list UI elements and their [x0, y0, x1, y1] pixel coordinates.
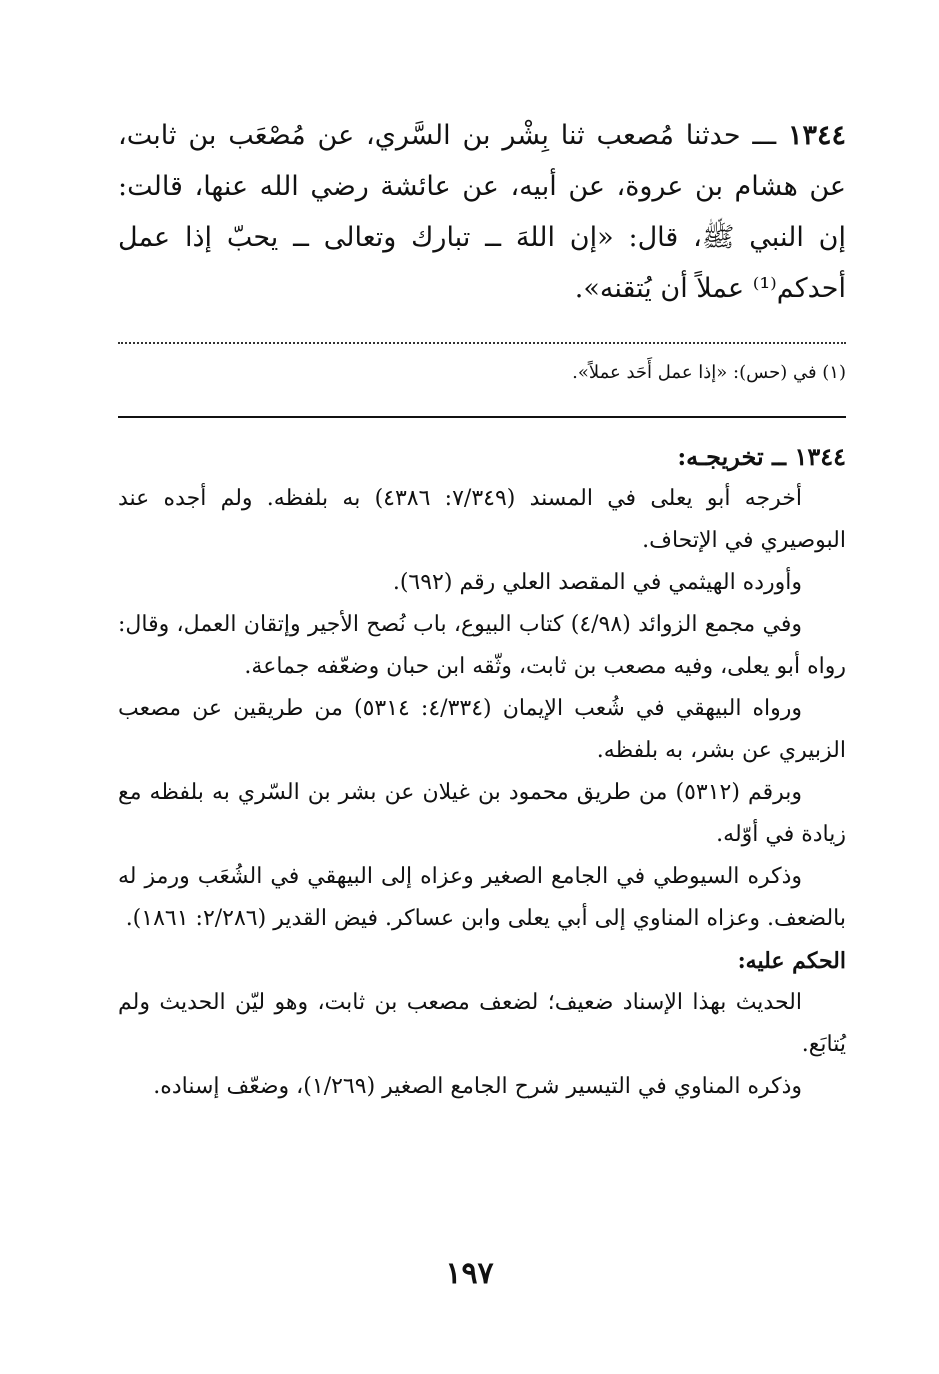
takhrij-paragraph: وفي مجمع الزوائد (٤/٩٨) كتاب البيوع، باب نُصح الأجير وإتقان العمل، وقال: رواه أبو يعلى، وفيه مصعب بن ثابت، وثّقه ابن حبان وضعّفه جماعة.: [118, 612, 846, 679]
page-content: [118, 110, 846, 1108]
takhrij-paragraph: ورواه البيهقي في شُعب الإيمان (٤/٣٣٤: ٥٣١٤) من طريقين عن مصعب الزبيري عن بشر، به بلفظه.: [118, 696, 846, 763]
takhrij-section: [118, 436, 846, 1108]
takhrij-paragraph: وبرقم (٥٣١٢) من طريق محمود بن غيلان عن بشر بن السّري به بلفظه مع زيادة في أوّله.: [118, 780, 846, 847]
hukm-title: الحكم عليه:: [737, 948, 846, 974]
page-number: ١٩٧: [445, 1256, 494, 1291]
takhrij-title: ١٣٤٤ ــ تخريجـه:: [677, 442, 846, 471]
takhrij-paragraph: وأورده الهيثمي في المقصد العلي رقم (٦٩٢).: [392, 570, 802, 595]
hukm-paragraph: وذكره المناوي في التيسير شرح الجامع الصغير (١/٢٦٩)، وضعّف إسناده.: [153, 1074, 802, 1099]
takhrij-paragraph: وذكره السيوطي في الجامع الصغير وعزاه إلى البيهقي في الشُعَب ورمز له بالضعف. وعزاه المناوي إلى أبي يعلى وابن عساكر. فيض القدير (٢/٢٨٦: ١٨٦١).: [118, 864, 846, 931]
footnote-separator: [118, 332, 846, 344]
hadith-text: [118, 110, 846, 314]
hukm-paragraph: الحديث بهذا الإسناد ضعيف؛ لضعف مصعب بن ثابت، وهو ليّن الحديث ولم يُتابَع.: [118, 990, 846, 1057]
takhrij-paragraph: أخرجه أبو يعلى في المسند (٧/٣٤٩: ٤٣٨٦) به بلفظه. ولم أجده عند البوصيري في الإتحاف.: [118, 486, 846, 553]
hadith-body: ـــ حدثنا مُصعب ثنا بِشْر بن السَّري، عن مُصْعَب بن ثابت، عن هشام بن عروة، عن أبيه، عن عائشة رضي الله عنها، قالت: إن النبي ﷺ، قال: «إن اللهَ ــ تبارك وتعالى ــ يحبّ إذا عمل أحدكم⁽¹⁾ عملاً أن يُتقنه».: [118, 120, 846, 304]
hadith-number: ١٣٤٤: [787, 120, 846, 151]
footnote: (١) في (حس): «إذا عمل أَحَد عملاً».: [572, 362, 846, 383]
section-divider: [118, 416, 846, 418]
